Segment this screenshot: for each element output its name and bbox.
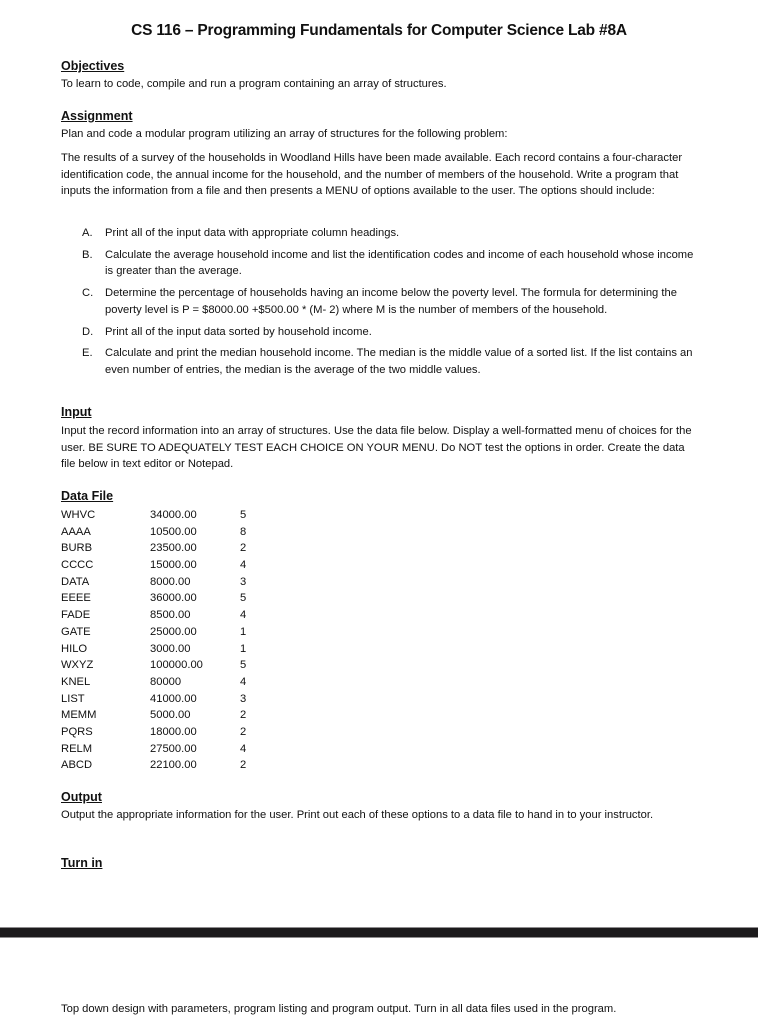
data-row — [61, 657, 261, 674]
turn-in-text: Top down design with parameters, program listing and program output. Turn in all data files used in the program. — [61, 1003, 617, 1015]
household-members: 8 — [240, 525, 247, 538]
household-income: 3000.00 — [150, 642, 191, 655]
household-members: 1 — [240, 625, 247, 638]
household-code: CCCC — [61, 559, 94, 572]
page-title: CS 116 – Programming Fundamentals for Computer Science Lab #8A — [131, 22, 627, 39]
option-text: Calculate and print the median household income. The median is the middle value of a sorted list. If the list contains an even number of entries, the median is the average of the two middle values. — [105, 347, 693, 376]
household-income: 18000.00 — [150, 725, 197, 738]
data-row — [61, 674, 261, 691]
household-income: 23500.00 — [150, 542, 197, 555]
data-row — [61, 540, 261, 557]
household-code: GATE — [61, 625, 91, 638]
household-income: 100000.00 — [150, 659, 203, 672]
household-members: 2 — [240, 759, 247, 772]
household-income: 27500.00 — [150, 742, 197, 755]
household-members: 2 — [240, 542, 247, 555]
household-code: RELM — [61, 742, 93, 755]
household-code: ABCD — [61, 759, 93, 772]
option-b — [82, 247, 702, 280]
household-code: WXYZ — [61, 659, 94, 672]
household-income: 25000.00 — [150, 625, 197, 638]
data-row — [61, 574, 261, 591]
household-members: 4 — [240, 559, 247, 572]
assignment-heading: Assignment — [61, 109, 133, 123]
household-code: AAAA — [61, 525, 91, 538]
option-letter: A. — [82, 227, 93, 239]
household-income: 36000.00 — [150, 592, 197, 605]
input-heading: Input — [61, 405, 92, 419]
data-row — [61, 590, 261, 607]
household-code: HILO — [61, 642, 88, 655]
household-income: 10500.00 — [150, 525, 197, 538]
household-members: 2 — [240, 725, 247, 738]
data-row — [61, 741, 261, 758]
option-letter: C. — [82, 287, 94, 300]
page-break-divider — [0, 927, 758, 938]
data-row — [61, 707, 261, 724]
assignment-intro: Plan and code a modular program utilizing an array of structures for the following problem: — [61, 128, 508, 140]
data-row — [61, 691, 261, 708]
data-row — [61, 757, 261, 774]
output-text: Output the appropriate information for the user. Print out each of these options to a data file to hand in to your instructor. — [61, 809, 654, 821]
data-file-heading: Data File — [61, 489, 114, 503]
household-members: 4 — [240, 609, 247, 622]
option-a — [82, 225, 702, 242]
option-c — [82, 285, 702, 318]
objectives-text: To learn to code, compile and run a program containing an array of structures. — [61, 78, 447, 90]
option-letter: B. — [82, 248, 93, 261]
household-members: 3 — [240, 575, 247, 588]
household-code: PQRS — [61, 725, 93, 738]
household-code: DATA — [61, 575, 90, 588]
option-letter: E. — [82, 347, 93, 360]
household-income: 8500.00 — [150, 609, 191, 622]
household-income: 15000.00 — [150, 559, 197, 572]
household-income: 8000.00 — [150, 575, 191, 588]
household-code: LIST — [61, 692, 85, 705]
data-row — [61, 724, 261, 741]
household-income: 5000.00 — [150, 709, 191, 722]
household-income: 34000.00 — [150, 509, 197, 521]
household-code: FADE — [61, 609, 91, 622]
household-code: MEMM — [61, 709, 97, 722]
data-row — [61, 641, 261, 658]
output-heading: Output — [61, 790, 102, 804]
household-code: KNEL — [61, 675, 91, 688]
household-members: 4 — [240, 675, 247, 688]
data-row — [61, 557, 261, 574]
input-text: Input the record information into an array of structures. Use the data file below. Display a well-formatted menu of choices for the user. BE SURE TO ADEQUATELY TEST EACH CHOICE ON YOUR MENU. Do NOT test the options in order. Create the data file below in text editor or Notepad. — [61, 425, 692, 471]
option-text: Calculate the average household income and list the identification codes and income of each household whose income is greater than the average. — [105, 248, 694, 278]
household-code: EEEE — [61, 592, 91, 605]
objectives-heading: Objectives — [61, 59, 125, 73]
option-text: Print all of the input data sorted by household income. — [105, 325, 372, 338]
household-income: 80000 — [150, 675, 182, 688]
option-d — [82, 324, 702, 341]
option-letter: D. — [82, 325, 94, 338]
household-income: 41000.00 — [150, 692, 197, 705]
household-code: BURB — [61, 542, 93, 555]
household-code: WHVC — [61, 509, 96, 521]
data-row — [61, 607, 261, 624]
household-members: 5 — [240, 592, 247, 605]
turn-in-heading: Turn in — [61, 856, 103, 870]
assignment-description: The results of a survey of the households in Woodland Hills have been made available. Each record contains a four-character identification code, the annual income for the household, and the number of members of the household. Write a program that inputs the information from a file and then presents a MENU of options available to the user. The options should include: — [61, 152, 683, 198]
household-income: 22100.00 — [150, 759, 197, 772]
menu-options-list — [82, 225, 702, 384]
option-text: Determine the percentage of households having an income below the poverty level. The formula for determining the poverty level is P = $8000.00 +$500.00 * (M- 2) where M is the number of members of the household. — [105, 287, 677, 316]
household-members: 2 — [240, 709, 247, 722]
data-file-table — [61, 507, 261, 774]
household-members: 5 — [240, 509, 247, 521]
household-members: 3 — [240, 692, 247, 705]
option-e — [82, 345, 702, 378]
data-row — [61, 507, 261, 524]
household-members: 1 — [240, 642, 247, 655]
data-row — [61, 624, 261, 641]
household-members: 5 — [240, 659, 247, 672]
household-members: 4 — [240, 742, 247, 755]
data-row — [61, 524, 261, 541]
option-text: Print all of the input data with appropriate column headings. — [105, 227, 400, 239]
